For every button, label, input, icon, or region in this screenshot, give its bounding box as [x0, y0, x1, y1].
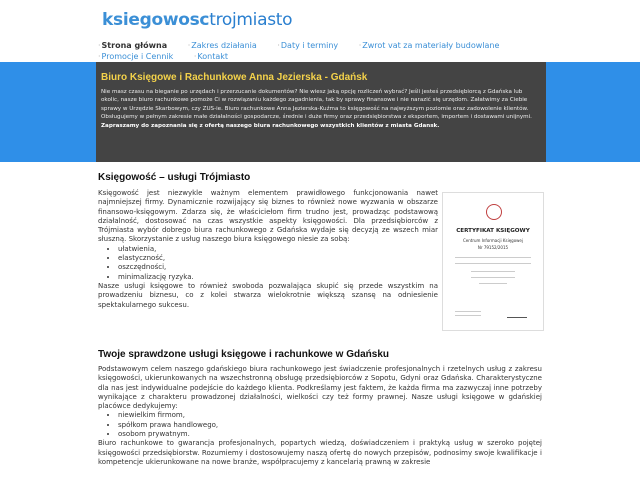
section-heading-services: Twoje sprawdzone usługi księgowe i rachunkowe w Gdańsku	[98, 349, 389, 360]
logo-text-secondary: trojmiasto	[209, 10, 293, 30]
list-item: • ułatwienia,	[118, 245, 438, 254]
certificate-text-line	[455, 315, 481, 316]
certificate-text-line	[455, 263, 531, 264]
nav-item-dates[interactable]	[277, 41, 347, 50]
certificate-text-line	[471, 277, 515, 278]
nav-item-vat-refund[interactable]	[359, 41, 509, 50]
certificate-title: CERTYFIKAT KSIĘGOWY	[456, 228, 530, 234]
list-item: • osobom prywatnym.	[118, 430, 542, 439]
nav-bullet-icon: ·	[98, 41, 101, 50]
list-item: • elastyczność,	[118, 254, 438, 263]
nav-item-promotions[interactable]	[98, 52, 182, 61]
nav-item-label: Daty i terminy	[280, 41, 339, 50]
benefits-list	[98, 245, 438, 282]
nav-item-label: Strona główna	[101, 41, 168, 50]
nav-item-label: Kontakt	[197, 52, 228, 61]
paragraph: Księgowość jest niezwykle ważnym elementem prawidłowego funkcjonowania nawet najmniejszej firmy. Dynamicznie rozwijający się biznes to również nowe wyzwania w obszarze finansowo-księgowym. Zdarza się, że właściciełom firm trudno jest, prowadząc podstawową działalność, dostosować na czas wszystkie aspekty księgowości. Dla przedsiębiorców z Trójmiasta wybór dobrego biura rachunkowego z Gdańska wydaje się decyzją ze wszech miar słuszną. Skorzystanie z usług naszego biura księgowego niesie za sobą:	[98, 189, 438, 244]
banner-text	[101, 88, 541, 130]
list-item: • spółkom prawa handlowego,	[118, 421, 542, 430]
list-item: • oszczędności,	[118, 263, 438, 272]
clients-list	[98, 411, 542, 439]
nav-item-label: Zakres działania	[191, 41, 257, 50]
site-logo[interactable]	[102, 10, 292, 30]
certificate-text-line	[455, 311, 481, 312]
intro-banner	[96, 62, 546, 162]
logo-text-primary: ksiegowosc	[102, 10, 210, 30]
signature-mark	[507, 307, 527, 318]
certificate-text-line	[471, 271, 515, 272]
nav-item-home[interactable]	[98, 41, 176, 50]
nav-bullet-icon: ·	[193, 52, 197, 61]
banner-title: Biuro Księgowe i Rachunkowe Anna Jezierska - Gdańsk	[101, 72, 368, 83]
nav-item-label: Promocje i Cennik	[101, 52, 174, 61]
section-accounting-body	[98, 189, 438, 310]
certificate-number: Nr 79152/2015	[477, 245, 509, 250]
nav-item-label: Zwrot vat za materiały budowlane	[362, 41, 500, 50]
section-heading-accounting: Księgowość – usługi Trójmiasto	[98, 172, 251, 183]
list-item: • minimalizację ryzyka.	[118, 273, 438, 282]
seal-icon	[486, 204, 502, 220]
paragraph: Biuro rachunkowe to gwarancja profesjonalnych, popartych wiedzą, doświadczeniem i praktyką usług w szeroko pojętej księgowości przedsiębiorstw. Rozumiemy i dostosowujemy naszą ofertę do nowych przepisów, podnosimy swoje kwalifikacje i kompetencje ukierunkowane na nowe branże, współpracujemy z kancelarią prawną w zakresie	[98, 439, 542, 466]
nav-item-contact[interactable]	[194, 52, 237, 61]
main-navigation	[98, 40, 544, 62]
nav-bullet-icon: ·	[187, 41, 191, 50]
nav-bullet-icon: ·	[277, 41, 280, 50]
banner-bold-line: Zapraszamy do zapoznania się z ofertą naszego biura rachunkowego wszystkich klientów z miasta Gdansk.	[101, 122, 440, 129]
nav-item-scope[interactable]	[188, 41, 266, 50]
nav-bullet-icon: ·	[98, 52, 101, 61]
list-item: • niewielkim firmom,	[118, 411, 542, 420]
section-services-body	[98, 365, 542, 467]
nav-bullet-icon: ·	[358, 41, 362, 50]
certificate-subtitle: Centrum Informacji Księgowej	[463, 238, 523, 243]
certificate-text-line	[479, 283, 507, 284]
certificate-text-line	[455, 257, 531, 258]
banner-paragraph: Nie masz czasu na bieganie po urzędach i przerzucanie dokumentów? Nie wiesz jaką opcję rozliczeń wybrać? Jeśli jesteś przedsiębiorcą z Gdańska lub okolic, nasze biuro rachunkowe pomoże Ci w rozwiązaniu każdego zagadnienia, tak by sprawy finansowe i nie narazić się urzędom. Załatwimy za Ciebie sprawy w Urzędzie Skarbowym, czy ZUS-ie. Biuro rachunkowe Anna Jezierska-Kuźma to księgowość na najwyższym poziomie oraz zadowolenie klientów. Obsługujemy w pełnym zakresie małe działalności gospodarcze, średnie i duże firmy oraz przedsiębiorstwa z eksportem, importem i dostawami unijnymi.	[101, 89, 532, 121]
paragraph: Nasze usługi księgowe to również swoboda pozwalająca skupić się przede wszystkim na prowadzeniu biznesu, co z kolei stwarza wielokrotnie większą szansę na odniesienie spektakularnego sukcesu.	[98, 281, 438, 309]
paragraph: Podstawowym celem naszego gdańskiego biura rachunkowego jest świadczenie profesjonalnych i rzetelnych usług z zakresu księgowości, ukierunkowanych na wszechstronną obsługę przedsiębiorców z Sopotu, Gdyni oraz Gdańska. Charakterystyczne dla nas jest indywidualne podejście do każdego klienta. Podkreślamy jest faktem, że każda firma ma zazwyczaj inne potrzeby wynikające z charakteru prowadzonej działalności, wielkości czy też formy prawnej. Nasze usługi księgowe w gdańskiej placówce dedykujemy:	[98, 365, 542, 411]
accounting-certificate-image	[442, 192, 544, 331]
page-container	[96, 0, 546, 480]
